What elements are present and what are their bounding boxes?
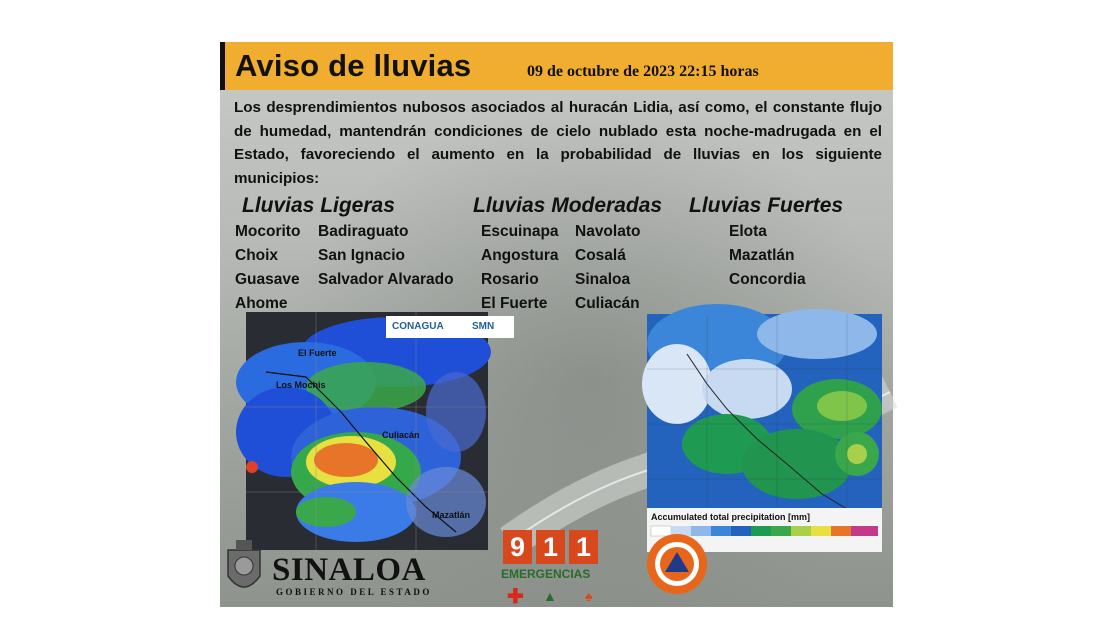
municipality: Mocorito bbox=[235, 223, 301, 240]
emergency-label: EMERGENCIAS bbox=[501, 567, 591, 581]
municipality: Angostura bbox=[481, 247, 559, 264]
municipality: Culiacán bbox=[575, 295, 640, 312]
forecast-map-graphic bbox=[647, 314, 882, 509]
map-label: Culiacán bbox=[382, 430, 420, 440]
map-label: Los Mochis bbox=[276, 380, 326, 390]
municipality: Cosalá bbox=[575, 247, 626, 264]
issue-date: 09 de octubre de 2023 22:15 horas bbox=[527, 63, 759, 80]
conagua-logo: CONAGUA bbox=[392, 321, 444, 332]
coat-of-arms-icon bbox=[222, 536, 266, 600]
municipality: Elota bbox=[729, 223, 767, 240]
municipality: Guasave bbox=[235, 271, 300, 288]
category-light-rain: Lluvias Ligeras bbox=[242, 194, 395, 217]
police-cap-icon: ▲ bbox=[543, 588, 557, 604]
smn-logo: SMN bbox=[472, 321, 495, 332]
legend-title: Accumulated total precipitation [mm] bbox=[651, 512, 811, 522]
moderate-rain-list-col1 bbox=[481, 220, 559, 316]
light-rain-list-col2 bbox=[318, 220, 454, 292]
light-rain-list-col1 bbox=[235, 220, 300, 316]
municipality: Sinaloa bbox=[575, 271, 631, 288]
map-label: Mazatlán bbox=[432, 510, 471, 520]
rain-warning-poster bbox=[220, 42, 893, 607]
municipality: Ahome bbox=[235, 295, 288, 312]
municipality: Concordia bbox=[729, 271, 806, 288]
category-moderate-rain: Lluvias Moderadas bbox=[473, 194, 663, 217]
moderate-rain-list-col2 bbox=[575, 220, 640, 316]
government-label: GOBIERNO DEL ESTADO bbox=[276, 587, 432, 597]
page-title: Aviso de lluvias bbox=[235, 48, 472, 83]
municipality: Rosario bbox=[481, 271, 539, 288]
agency-logos bbox=[386, 316, 514, 338]
precipitation-forecast-map bbox=[647, 314, 882, 509]
map-label: El Fuerte bbox=[298, 348, 337, 358]
municipality: Navolato bbox=[575, 223, 641, 240]
header-bar bbox=[220, 42, 893, 90]
municipality: Mazatlán bbox=[729, 247, 795, 264]
satellite-rain-map bbox=[246, 312, 495, 550]
municipality: El Fuerte bbox=[481, 295, 548, 312]
red-cross-icon: ✚ bbox=[507, 586, 524, 608]
emergency-digit: 1 bbox=[536, 530, 565, 564]
municipality: Choix bbox=[235, 247, 279, 264]
municipality: Escuinapa bbox=[481, 223, 559, 240]
fire-icon: ♠ bbox=[585, 588, 593, 604]
emergency-digit: 1 bbox=[569, 530, 598, 564]
municipality: Badiraguato bbox=[318, 223, 409, 240]
emergency-digit: 9 bbox=[503, 530, 532, 564]
category-heavy-rain: Lluvias Fuertes bbox=[689, 194, 844, 217]
state-name: SINALOA bbox=[272, 552, 426, 588]
civil-protection-icon bbox=[645, 532, 709, 596]
municipality: Salvador Alvarado bbox=[318, 271, 454, 288]
intro-paragraph: Los desprendimientos nubosos asociados al huracán Lidia, así como, el constante flujo de humedad, mantendrán condiciones de cielo nublado esta noche-madrugada en el Estado, favoreciendo el aumento en la probabilidad de lluvias en los siguiente municipios: bbox=[234, 99, 882, 187]
municipality: San Ignacio bbox=[318, 247, 405, 264]
heavy-rain-list bbox=[729, 220, 806, 292]
